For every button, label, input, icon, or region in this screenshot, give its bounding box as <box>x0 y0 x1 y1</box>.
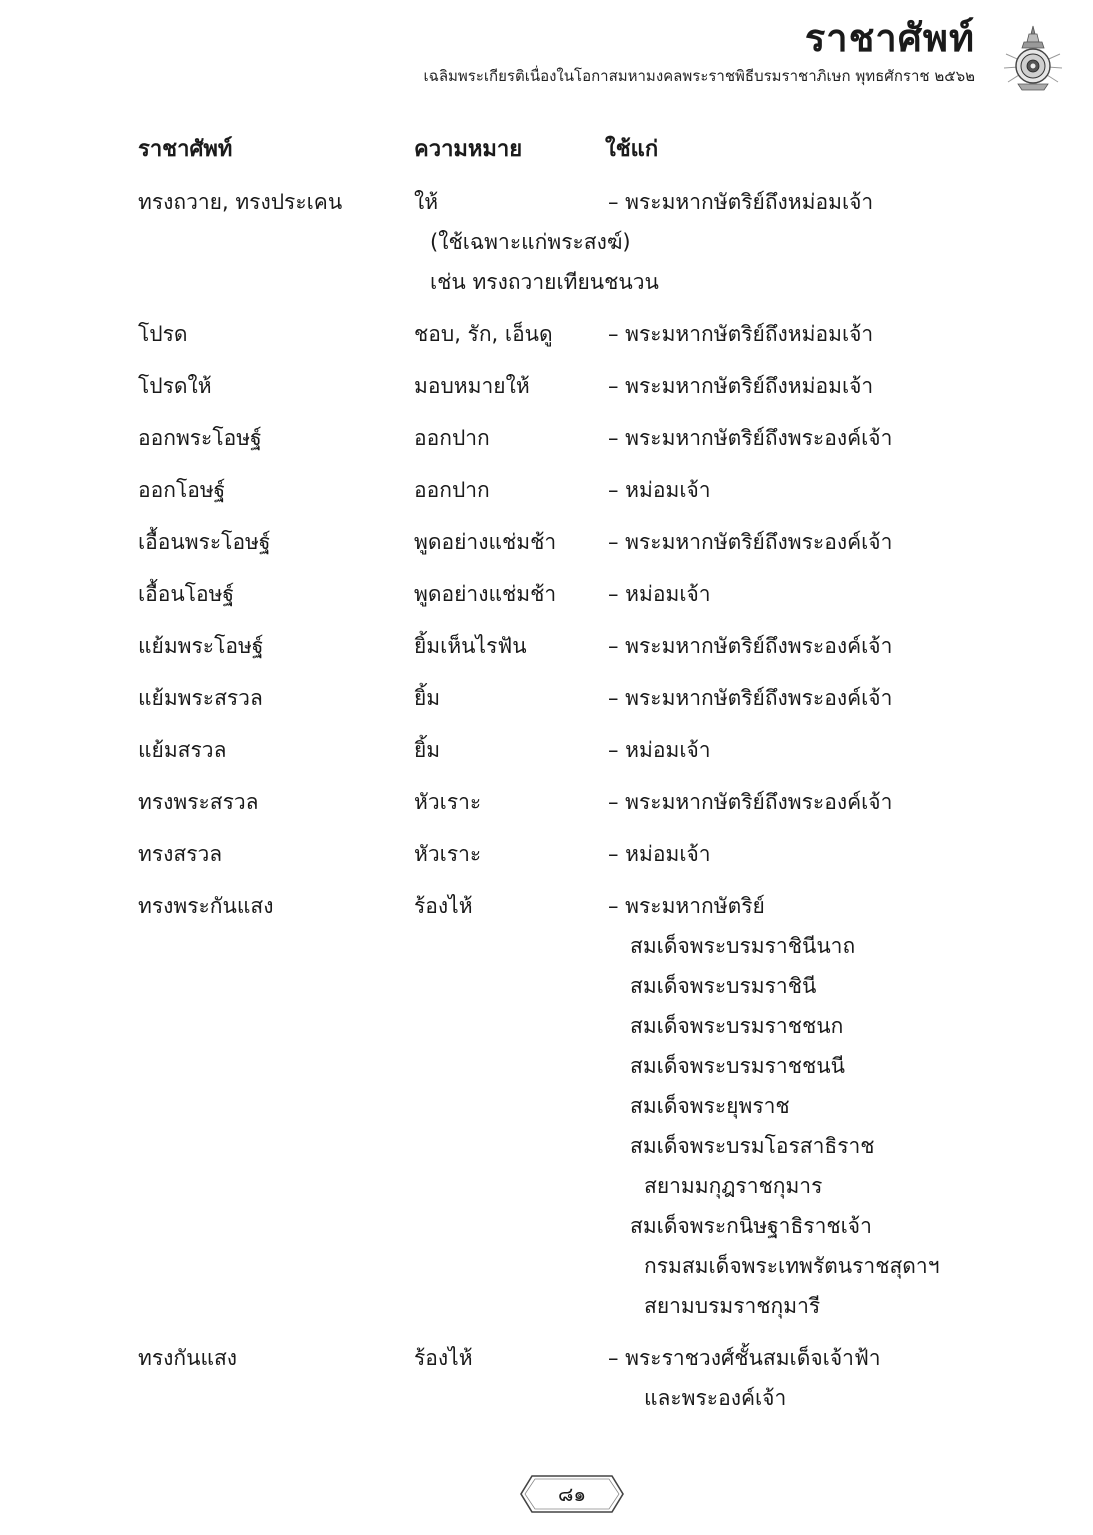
entry-used-for: – พระมหากษัตริย์ถึงพระองค์เจ้า <box>608 634 893 658</box>
entry-used-for: – พระมหากษัตริย์ถึงพระองค์เจ้า <box>608 790 893 814</box>
entry-used-for-line: สมเด็จพระบรมราชินี <box>630 974 817 998</box>
page-number-badge <box>518 1473 626 1515</box>
entry-used-for-line: สยามบรมราชกุมารี <box>644 1294 821 1318</box>
entry-used-for: – พระมหากษัตริย์ถึงพระองค์เจ้า <box>608 686 893 710</box>
entry-used-for-line: สมเด็จพระกนิษฐาธิราชเจ้า <box>630 1214 872 1238</box>
entry-term: แย้มสรวล <box>138 738 227 762</box>
entry-term: ทรงสรวล <box>138 842 223 866</box>
page-title: ราชาศัพท์ <box>804 15 975 60</box>
list-item <box>0 522 1093 562</box>
column-headers <box>0 134 1093 170</box>
entry-used-for: – พระมหากษัตริย์ถึงหม่อมเจ้า <box>608 322 874 346</box>
entry-term: ทรงกันแสง <box>138 1346 238 1370</box>
entry-term: ออกโอษฐ์ <box>138 478 226 502</box>
list-item <box>0 574 1093 614</box>
column-header-meaning: ความหมาย <box>414 137 523 162</box>
list-item <box>0 886 1093 1326</box>
entry-term: เอื้อนโอษฐ์ <box>138 582 235 606</box>
column-header-term: ราชาศัพท์ <box>138 137 233 162</box>
entry-meaning: ชอบ, รัก, เอ็นดู <box>414 322 553 346</box>
list-item <box>0 182 1093 302</box>
page-subtitle: เฉลิมพระเกียรติเนื่องในโอกาสมหามงคลพระราชพิธีบรมราชาภิเษก พุทธศักราช ๒๕๖๒ <box>423 67 975 85</box>
entry-term: โปรด <box>138 322 188 346</box>
entry-meaning: ยิ้ม <box>414 738 441 762</box>
list-item <box>0 782 1093 822</box>
entry-meaning: ออกปาก <box>414 426 490 450</box>
entry-used-for-line: และพระองค์เจ้า <box>644 1386 787 1410</box>
entry-term: ทรงถวาย, ทรงประเคน <box>138 190 343 214</box>
entry-used-for: – พระมหากษัตริย์ถึงหม่อมเจ้า <box>608 374 874 398</box>
entry-used-for-line: สมเด็จพระบรมราชชนนี <box>630 1054 845 1078</box>
entry-meaning: ให้ <box>414 190 439 214</box>
page-number: ๘๑ <box>557 1482 587 1506</box>
column-header-used-for: ใช้แก่ <box>605 137 659 162</box>
entry-meaning: พูดอย่างแช่มช้า <box>414 582 557 606</box>
entry-meaning: หัวเราะ <box>414 842 482 866</box>
entry-used-for: – พระราชวงศ์ชั้นสมเด็จเจ้าฟ้า <box>608 1346 881 1370</box>
entry-term: แย้มพระโอษฐ์ <box>138 634 264 658</box>
entry-meaning: หัวเราะ <box>414 790 482 814</box>
list-item <box>0 1338 1093 1418</box>
entry-term: ทรงพระกันแสง <box>138 894 274 918</box>
list-item <box>0 678 1093 718</box>
entry-meaning: ร้องไห้ <box>414 1346 473 1370</box>
entry-meaning-note: (ใช้เฉพาะแก่พระสงฆ์) <box>430 230 631 254</box>
entry-meaning: ร้องไห้ <box>414 894 473 918</box>
entry-term: ออกพระโอษฐ์ <box>138 426 262 450</box>
entry-used-for: – พระมหากษัตริย์ถึงพระองค์เจ้า <box>608 426 893 450</box>
entry-used-for-line: สมเด็จพระบรมราชินีนาถ <box>630 934 856 958</box>
entry-term: โปรดให้ <box>138 374 212 398</box>
entry-meaning-example: เช่น ทรงถวายเทียนชนวน <box>430 270 659 294</box>
entry-meaning: ออกปาก <box>414 478 490 502</box>
entry-used-for: – พระมหากษัตริย์ <box>608 894 765 918</box>
list-item <box>0 418 1093 458</box>
list-item <box>0 834 1093 874</box>
entry-meaning: ยิ้มเห็นไรฟัน <box>414 634 527 658</box>
vocabulary-list <box>0 182 1093 1430</box>
entry-used-for: – หม่อมเจ้า <box>608 738 711 762</box>
royal-emblem-icon <box>1000 24 1066 92</box>
list-item <box>0 470 1093 510</box>
entry-used-for: – หม่อมเจ้า <box>608 842 711 866</box>
entry-used-for-line: สมเด็จพระบรมราชชนก <box>630 1014 844 1038</box>
entry-used-for-line: สยามมกุฎราชกุมาร <box>644 1174 823 1198</box>
entry-meaning: พูดอย่างแช่มช้า <box>414 530 557 554</box>
list-item <box>0 366 1093 406</box>
entry-used-for-line: สมเด็จพระยุพราช <box>630 1094 790 1118</box>
list-item <box>0 314 1093 354</box>
entry-term: แย้มพระสรวล <box>138 686 263 710</box>
entry-used-for: – หม่อมเจ้า <box>608 582 711 606</box>
entry-term: เอื้อนพระโอษฐ์ <box>138 530 271 554</box>
list-item <box>0 626 1093 666</box>
entry-used-for: – พระมหากษัตริย์ถึงหม่อมเจ้า <box>608 190 874 214</box>
entry-meaning: ยิ้ม <box>414 686 441 710</box>
entry-meaning: มอบหมายให้ <box>414 374 530 398</box>
list-item <box>0 730 1093 770</box>
entry-used-for: – พระมหากษัตริย์ถึงพระองค์เจ้า <box>608 530 893 554</box>
entry-used-for-line: กรมสมเด็จพระเทพรัตนราชสุดาฯ <box>644 1254 940 1278</box>
entry-used-for-line: สมเด็จพระบรมโอรสาธิราช <box>630 1134 875 1158</box>
entry-term: ทรงพระสรวล <box>138 790 259 814</box>
entry-used-for: – หม่อมเจ้า <box>608 478 711 502</box>
